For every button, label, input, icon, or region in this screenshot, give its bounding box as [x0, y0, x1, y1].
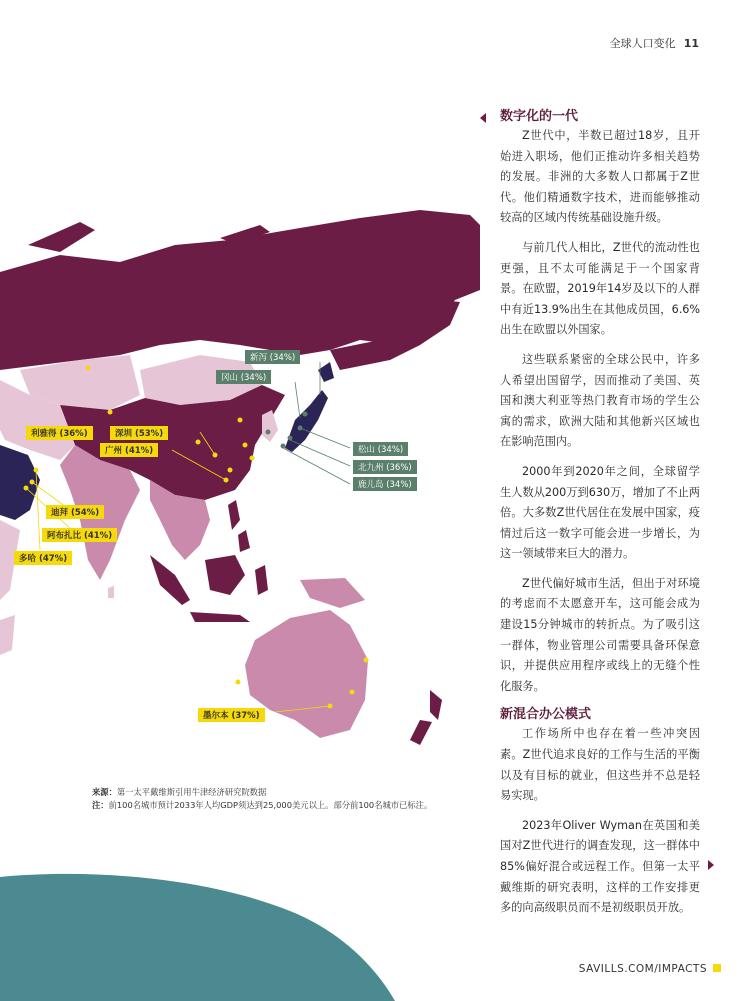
section-title: 全球人口变化: [609, 37, 676, 50]
label-songshan: 松山 (34%): [353, 442, 408, 456]
label-dubai: 迪拜 (54%): [46, 505, 104, 519]
next-arrow-icon[interactable]: [708, 860, 714, 870]
region-japan: [285, 390, 328, 452]
region-philippines: [228, 500, 240, 530]
paragraph-6: 工作场所中也存在着一些冲突因素。Z世代追求良好的工作与生活的平衡以及有目标的就业，但这些并不总是轻易实现。: [500, 727, 700, 803]
asia-map: [0, 0, 480, 780]
label-kagoshima: 鹿儿岛 (34%): [353, 477, 417, 491]
label-riyadh: 利雅得 (36%): [26, 426, 93, 440]
paragraph-2: 与前几代人相比，Z世代的流动性也更强，且不太可能满足于一个国家背景。在欧盟，2019年14岁及以下的人群中有近13.9%出生在其他成员国，6.6%出生在欧盟以外国家。: [500, 240, 700, 337]
region-madagascar: [0, 615, 15, 655]
footer-url-text[interactable]: SAVILLS.COM/IMPACTS: [578, 963, 707, 975]
note-label: 注：: [92, 800, 109, 810]
region-new-guinea: [300, 578, 365, 608]
region-nz-south: [410, 720, 432, 745]
footer-square-icon: [713, 964, 721, 972]
label-kitakyushu: 北九州 (36%): [353, 460, 417, 474]
label-guangzhou: 广州 (41%): [100, 443, 158, 457]
region-sulawesi: [255, 565, 268, 595]
heading-hybrid-work: 新混合办公模式: [500, 707, 592, 723]
paragraph-7: 2023年Oliver Wyman在英国和美国对Z世代进行的调查发现，这一群体中85%偏好混合或远程工作。但第一太平戴维斯的研究表明，这样的工作安排更多的向高级职员而不是初级职员开放。: [500, 818, 700, 915]
region-sumatra: [150, 555, 190, 605]
region-philippines-2: [238, 530, 250, 552]
source-label: 来源：: [92, 787, 117, 797]
source-text: 第一太平戴维斯引用牛津经济研究院数据: [116, 787, 267, 797]
label-abudhabi: 阿布扎比 (41%): [42, 528, 117, 542]
label-gangshan: 冈山 (34%): [216, 370, 271, 384]
label-shenzhen: 深圳 (53%): [110, 426, 168, 440]
paragraph-5: Z世代偏好城市生活，但出于对环境的考虑而不太愿意开车，这可能会成为建设15分钟城市的转折点。为了吸引这一群体，物业管理公司需要具备环保意识，并提供应用程序或线上的无缝个性化服务。: [500, 576, 700, 693]
page-header: [610, 35, 699, 51]
prev-arrow-icon[interactable]: [480, 113, 486, 123]
footer-url[interactable]: [579, 963, 721, 975]
region-java: [190, 612, 250, 622]
source-notes: [92, 786, 432, 812]
note-text: 前100名城市预计2033年人均GDP须达到25,000美元以上。部分前100名城市已标注。: [108, 800, 433, 810]
decorative-wave: [0, 871, 400, 1001]
label-xinxie: 新泻 (34%): [245, 350, 300, 364]
paragraph-1: Z世代中，半数已超过18岁，且开始进入职场，他们正推动许多相关趋势的发展。非洲的大多数人口都属于Z世代。他们精通数字技术，进而能够推动较高的区域内传统基础设施升级。: [500, 129, 700, 225]
page-number: 11: [683, 37, 699, 50]
paragraph-4: 2000年到2020年之间，全球留学生人数从200万到630万，增加了不止两倍。大多数Z世代居住在发展中国家，疫情过后这一数字可能会进一步增长，为这一领域带来巨大的潜力。: [500, 464, 700, 561]
region-sri-lanka: [108, 586, 114, 598]
region-arctic-island-1: [28, 222, 95, 252]
leader-lines: [283, 362, 350, 484]
heading-digital-generation: 数字化的一代: [500, 109, 579, 124]
label-doha: 多哈 (47%): [14, 551, 72, 565]
article-body: [500, 108, 700, 928]
label-melbourne: 墨尔本 (37%): [198, 708, 265, 722]
region-nz-north: [430, 690, 442, 720]
paragraph-3: 这些联系紧密的全球公民中，许多人希望出国留学，因而推动了美国、英国和澳大利亚等热门教育市场的学生公寓的需求，欧洲大陆和其他新兴区域也在影响范围内。: [500, 352, 700, 449]
region-borneo: [205, 555, 245, 595]
region-korea: [262, 410, 278, 442]
